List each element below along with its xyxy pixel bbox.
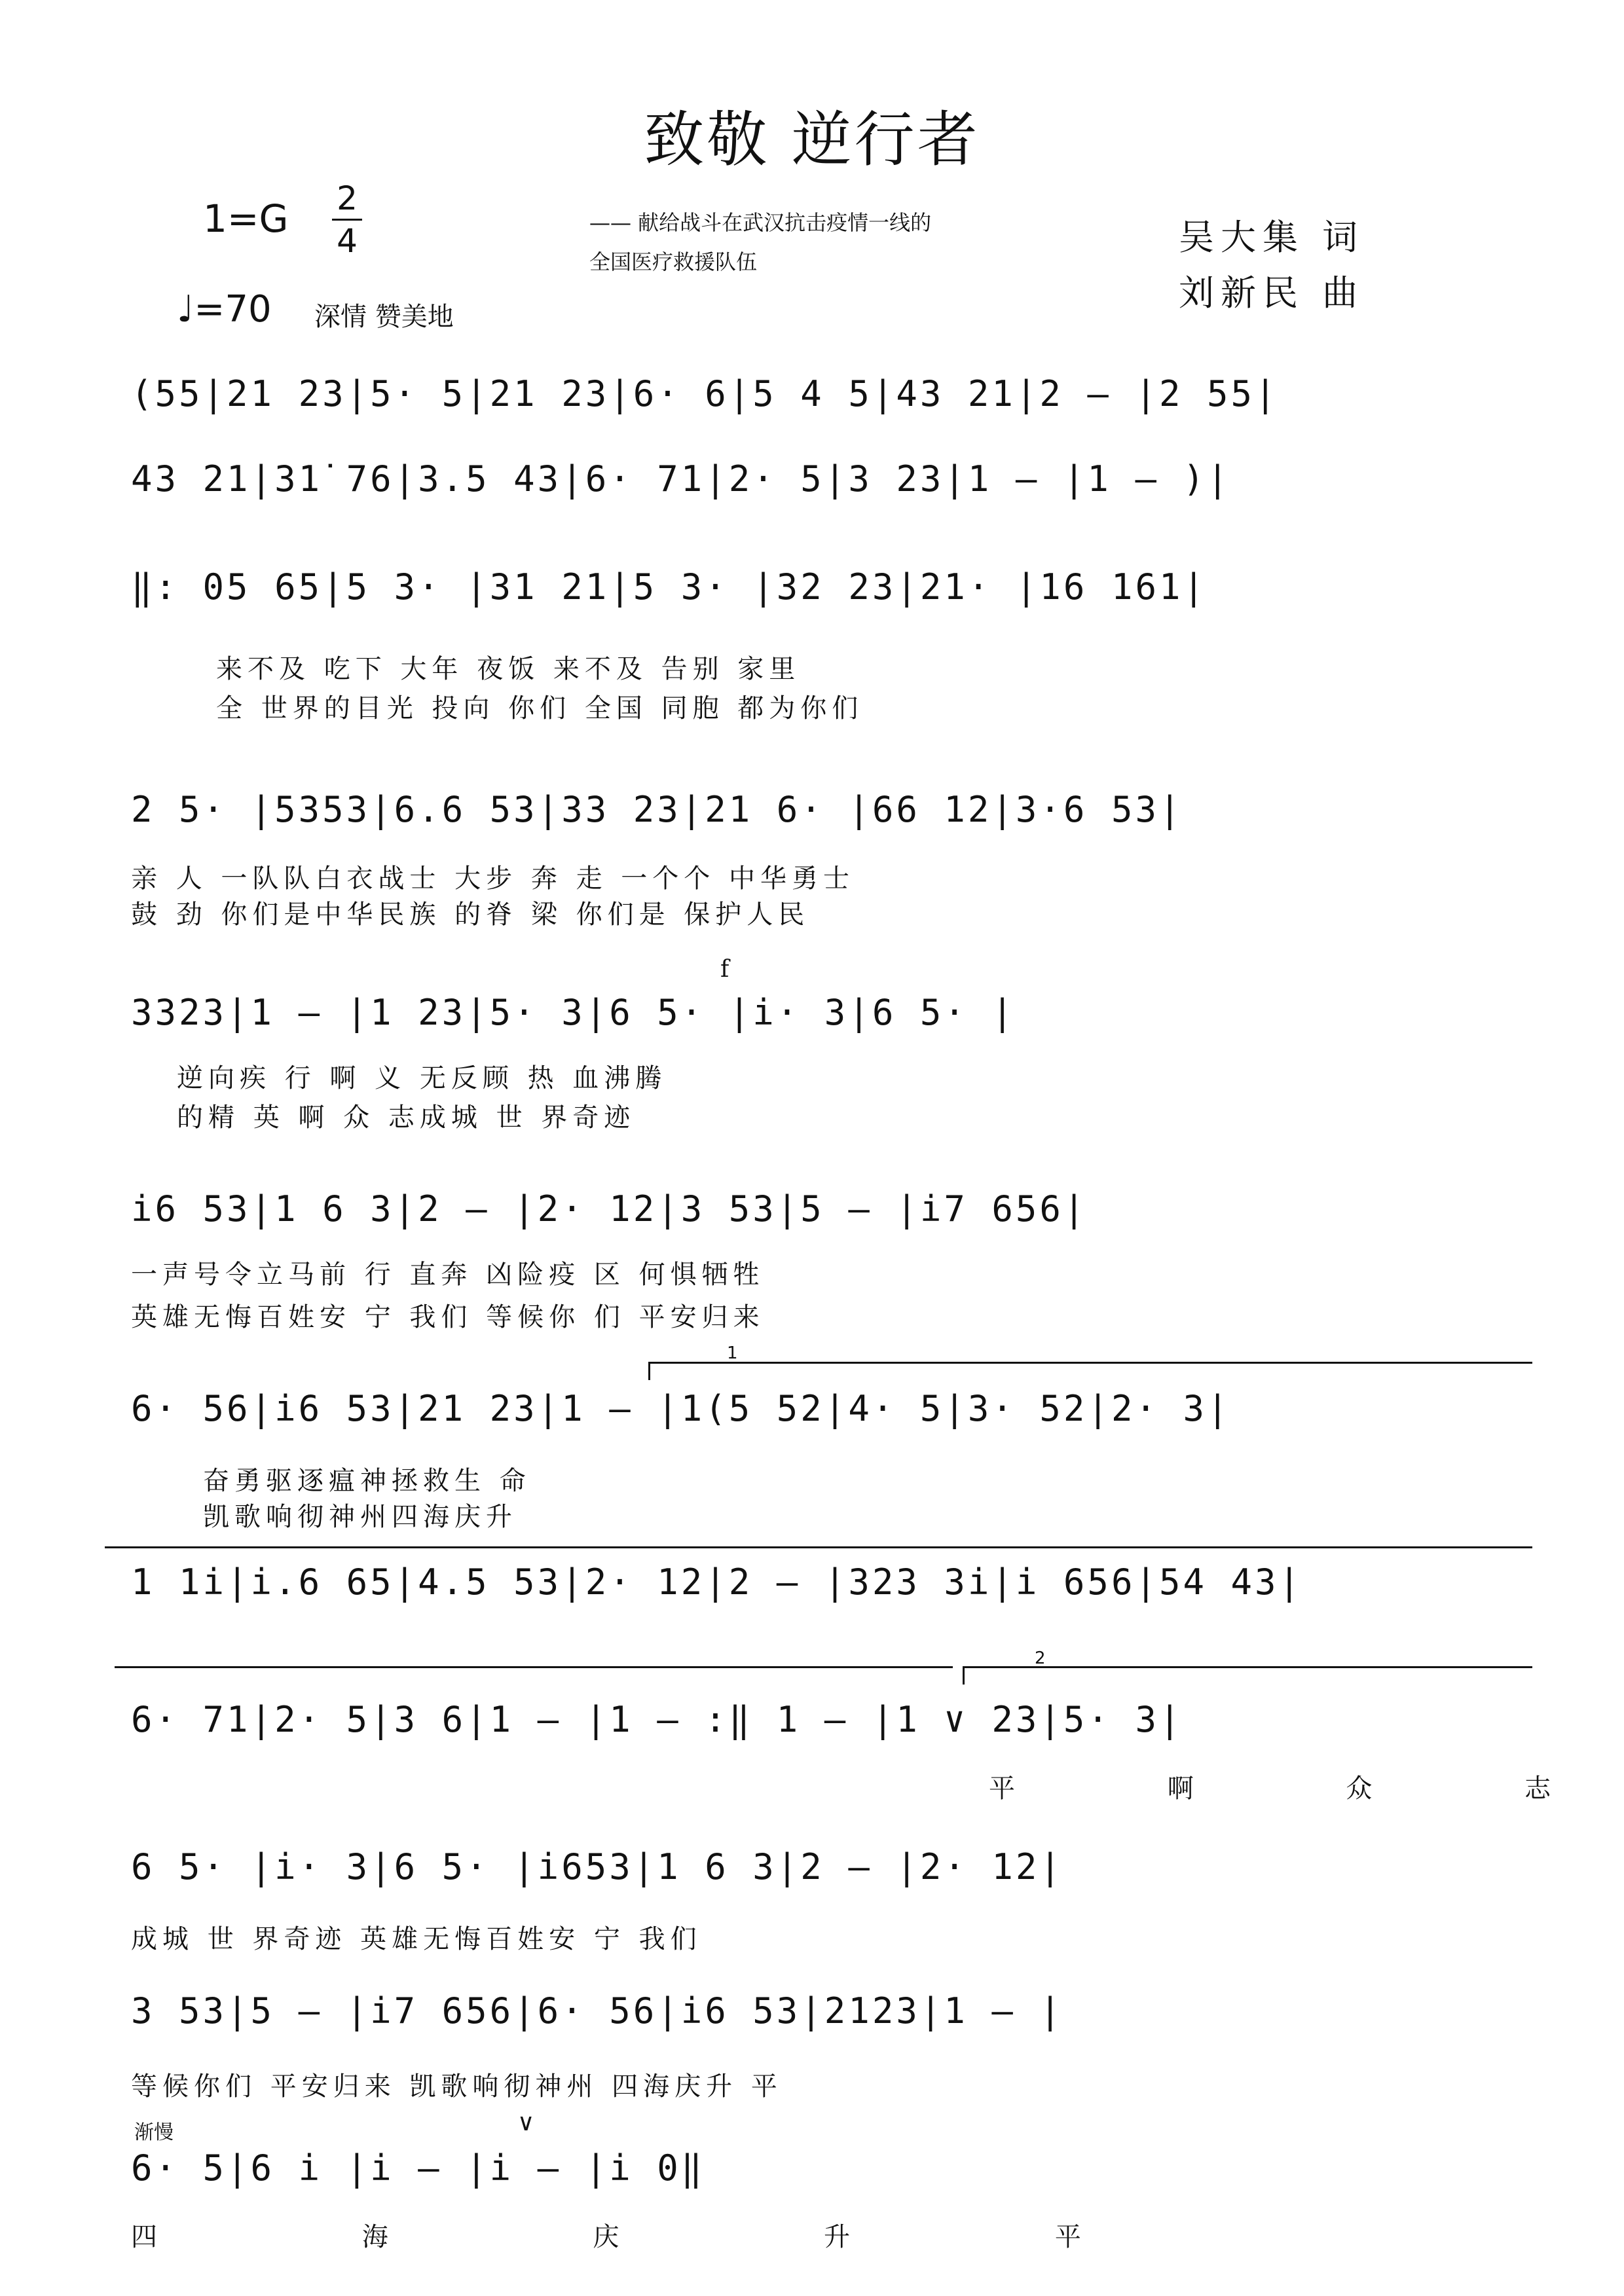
music-line: 6· 71|2· 5|3 6|1 — |1 — :‖ 1 — |1 ∨ 23|5· 3| bbox=[131, 1699, 1183, 1740]
music-line: 1 1i|i.6 65|4.5 53|2· 12|2 — |323 3i|i 656|54 43| bbox=[131, 1561, 1303, 1603]
composer-credit: 刘新民 曲 bbox=[1179, 272, 1365, 314]
music-line: 6· 5|6 i |i — |i — |i 0‖ bbox=[131, 2147, 705, 2189]
lyric-line-2: 鼓 劲 你们是中华民族 的脊 梁 你们是 保护人民 bbox=[131, 900, 810, 930]
lyric-line-1: 逆向疾 行 啊 义 无反顾 热 血沸腾 bbox=[177, 1063, 667, 1093]
lyric-line-2: 英雄无悔百姓安 宁 我们 等候你 们 平安归来 bbox=[131, 1302, 765, 1332]
volta-1-tick bbox=[648, 1362, 650, 1380]
music-line: 2 5· |5353|6.6 53|33 23|21 6· |66 12|3·6 53| bbox=[131, 789, 1183, 830]
lyric-line-1: 亲 人 一队队白衣战士 大步 奔 走 一个个 中华勇士 bbox=[131, 864, 855, 894]
lyric-line-1: 奋勇驱逐瘟神拯救生 命 bbox=[203, 1466, 531, 1496]
ritardando-marking: 渐慢 bbox=[134, 2121, 174, 2144]
time-sig-bottom: 4 bbox=[337, 222, 358, 260]
lyric-line-1: 四 海 庆 升 平 bbox=[131, 2222, 1179, 2252]
lyric-line-1: 来不及 吃下 大年 夜饭 来不及 告别 家里 bbox=[216, 654, 801, 684]
music-line: (55|21 23|5· 5|21 23|6· 6|5 4 5|43 21|2 — |2 55| bbox=[131, 373, 1279, 414]
dedication-line-2: 全国医疗救援队伍 bbox=[589, 249, 758, 274]
lyricist-credit: 吴大集 词 bbox=[1179, 217, 1365, 258]
time-sig-top: 2 bbox=[337, 179, 358, 217]
music-line: 3 53|5 — |i7 656|6· 56|i6 53|2123|1 — | bbox=[131, 1990, 1063, 2032]
page-title: 致敬 逆行者 bbox=[644, 105, 980, 175]
lyric-line-1: 一声号令立马前 行 直奔 凶险疫 区 何惧牺牲 bbox=[131, 1260, 765, 1290]
key-signature: 1=G bbox=[203, 196, 289, 241]
lyric-line-1: 平 啊 众 志 bbox=[989, 1774, 1623, 1804]
lyric-line-2: 凯歌响彻神州四海庆升 bbox=[203, 1502, 517, 1532]
volta-1-bracket bbox=[648, 1362, 1532, 1364]
music-line: i6 53|1 6 3|2 — |2· 12|3 53|5 — |i7 656| bbox=[131, 1188, 1088, 1230]
dedication-line-1: —— 献给战斗在武汉抗击疫情一线的 bbox=[589, 210, 932, 235]
dedication bbox=[589, 203, 931, 282]
lyric-line-1: 成城 世 界奇迹 英雄无悔百姓安 宁 我们 bbox=[131, 1924, 702, 1954]
volta-2-bracket bbox=[963, 1666, 1532, 1668]
lyric-line-2: 全 世界的目光 投向 你们 全国 同胞 都为你们 bbox=[216, 693, 864, 723]
music-line: 6· 56|i6 53|21 23|1 — |1(5 52|4· 5|3· 52|2· 3| bbox=[131, 1388, 1231, 1429]
volta-2-tick bbox=[963, 1666, 965, 1685]
lyric-line-1: 等候你们 平安归来 凯歌响彻神州 四海庆升 平 bbox=[131, 2071, 783, 2102]
breath-mark: ∨ bbox=[517, 2109, 535, 2136]
music-line: ‖: 05 65|5 3· |31 21|5 3· |32 23|21· |16 161| bbox=[131, 566, 1207, 608]
music-line: 6 5· |i· 3|6 5· |i653|1 6 3|2 — |2· 12| bbox=[131, 1846, 1063, 1887]
music-line: 43 21|31̇ 76|3.5 43|6· 71|2· 5|3 23|1 — |1 — )| bbox=[131, 458, 1231, 500]
tempo-marking: ♩=70 bbox=[177, 288, 272, 331]
section-divider bbox=[105, 1546, 1532, 1548]
volta-1-number: 1 bbox=[727, 1343, 738, 1363]
time-sig-divider bbox=[332, 219, 362, 221]
volta-2-number: 2 bbox=[1035, 1649, 1046, 1668]
music-line: 3323|1 — |1 23|5· 3|6 5· |i· 3|6 5· | bbox=[131, 992, 1016, 1033]
time-signature bbox=[331, 178, 363, 261]
dynamic-forte: f bbox=[720, 956, 729, 983]
lyric-line-2: 的精 英 啊 众 志成城 世 界奇迹 bbox=[177, 1102, 636, 1133]
expression-marking: 深情 赞美地 bbox=[314, 302, 454, 332]
volta-1-end-bracket bbox=[115, 1666, 953, 1668]
